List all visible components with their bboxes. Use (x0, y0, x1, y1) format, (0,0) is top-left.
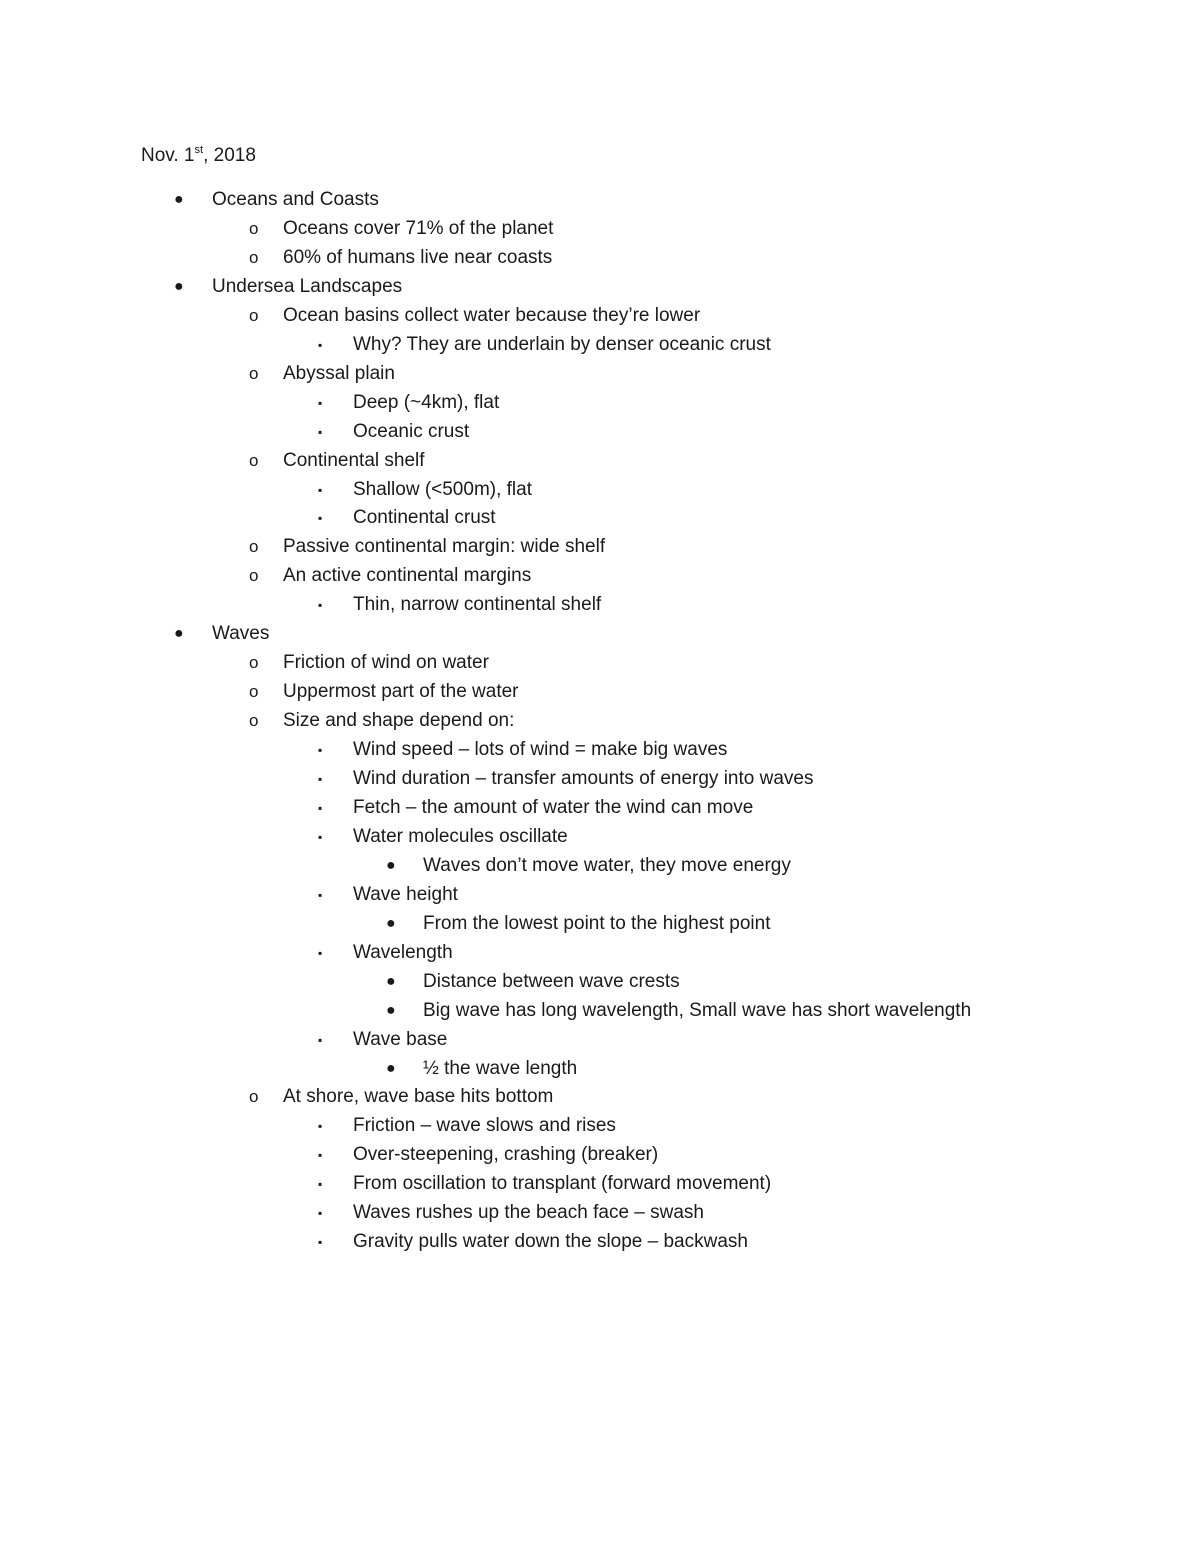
outline-item-text: Deep (~4km), flat (353, 392, 500, 413)
outline-item-level-3 (0, 939, 1200, 967)
outline-item-text: Fetch – the amount of water the wind can move (353, 797, 754, 818)
outline-item-text: At shore, wave base hits bottom (283, 1086, 554, 1107)
square-bullet-icon: ▪ (318, 1177, 323, 1191)
outline-item-text: From the lowest point to the highest point (423, 913, 771, 934)
outline-item-text: Waves (212, 623, 270, 644)
square-bullet-icon: ▪ (318, 1235, 323, 1249)
outline-item-level-3 (0, 418, 1200, 446)
outline-item-level-3 (0, 1170, 1200, 1198)
outline-item-level-2 (0, 244, 1200, 272)
outline-item-level-2 (0, 678, 1200, 706)
square-bullet-icon: ▪ (318, 1206, 323, 1220)
circle-bullet-icon: o (249, 248, 259, 267)
outline-item-level-2 (0, 649, 1200, 677)
outline-item-text: Abyssal plain (283, 363, 395, 384)
outline-item-level-3 (0, 794, 1200, 822)
outline-item-level-4 (0, 910, 1200, 938)
outline-item-level-4 (0, 852, 1200, 880)
outline-item-text: Continental crust (353, 507, 496, 528)
bullet-dot-icon: ● (386, 857, 396, 874)
outline-item-text: Gravity pulls water down the slope – backwash (353, 1231, 748, 1252)
circle-bullet-icon: o (249, 1087, 259, 1106)
outline-item-level-3 (0, 331, 1200, 359)
bullet-dot-icon: ● (174, 625, 184, 642)
outline-item-text: Over-steepening, crashing (breaker) (353, 1144, 659, 1165)
outline-item-text: Oceans and Coasts (212, 189, 379, 210)
outline-item-level-2 (0, 562, 1200, 590)
square-bullet-icon: ▪ (318, 425, 323, 439)
bullet-dot-icon: ● (386, 1060, 396, 1077)
circle-bullet-icon: o (249, 306, 259, 325)
bullet-dot-icon: ● (174, 191, 184, 208)
square-bullet-icon: ▪ (318, 946, 323, 960)
outline-item-text: Shallow (<500m), flat (353, 479, 532, 500)
circle-bullet-icon: o (249, 364, 259, 383)
outline-item-text: Undersea Landscapes (212, 276, 403, 297)
outline-item-level-3 (0, 504, 1200, 532)
outline-item-level-3 (0, 1141, 1200, 1169)
outline-item-text: Wind duration – transfer amounts of energy into waves (353, 768, 814, 789)
outline-item-text: Ocean basins collect water because they’re lower (283, 305, 701, 326)
outline-item-level-3 (0, 476, 1200, 504)
outline-item-level-4 (0, 997, 1200, 1025)
outline-item-level-3 (0, 823, 1200, 851)
square-bullet-icon: ▪ (318, 743, 323, 757)
bullet-dot-icon: ● (386, 915, 396, 932)
bullet-dot-icon: ● (386, 1002, 396, 1019)
outline-item-text: Why? They are underlain by denser oceanic crust (353, 334, 771, 355)
outline-item-text: Uppermost part of the water (283, 681, 519, 702)
outline-item-level-3 (0, 591, 1200, 619)
outline-item-level-2 (0, 1083, 1200, 1111)
circle-bullet-icon: o (249, 682, 259, 701)
outline-item-text: Distance between wave crests (423, 971, 680, 992)
outline-item-text: Wavelength (353, 942, 453, 963)
square-bullet-icon: ▪ (318, 338, 323, 352)
square-bullet-icon: ▪ (318, 1033, 323, 1047)
outline-item-level-2 (0, 215, 1200, 243)
outline-item-level-3 (0, 881, 1200, 909)
outline-item-level-2 (0, 360, 1200, 388)
outline-item-text: Continental shelf (283, 450, 425, 471)
outline-item-level-2 (0, 707, 1200, 735)
square-bullet-icon: ▪ (318, 801, 323, 815)
outline-item-text: Wave base (353, 1029, 448, 1050)
outline-item-level-1 (0, 620, 1200, 648)
square-bullet-icon: ▪ (318, 1119, 323, 1133)
outline-item-level-3 (0, 1026, 1200, 1054)
outline-item-text: Thin, narrow continental shelf (353, 594, 602, 615)
outline-item-text: Passive continental margin: wide shelf (283, 536, 606, 557)
outline-item-text: Water molecules oscillate (353, 826, 568, 847)
bullet-dot-icon: ● (386, 973, 396, 990)
outline-item-level-3 (0, 1228, 1200, 1256)
outline-item-text: Wave height (353, 884, 458, 905)
square-bullet-icon: ▪ (318, 1148, 323, 1162)
square-bullet-icon: ▪ (318, 511, 323, 525)
outline-item-text: Big wave has long wavelength, Small wave has short wavelength (423, 1000, 972, 1021)
date-suffix: , 2018 (203, 145, 256, 166)
circle-bullet-icon: o (249, 537, 259, 556)
outline-item-text: From oscillation to transplant (forward movement) (353, 1173, 772, 1194)
outline-item-text: Wind speed – lots of wind = make big waves (353, 739, 728, 760)
outline-item-level-2 (0, 447, 1200, 475)
square-bullet-icon: ▪ (318, 396, 323, 410)
outline-item-level-3 (0, 736, 1200, 764)
outline-item-level-3 (0, 1199, 1200, 1227)
outline-item-text: 60% of humans live near coasts (283, 247, 553, 268)
circle-bullet-icon: o (249, 653, 259, 672)
outline-item-text: ½ the wave length (423, 1058, 578, 1079)
outline-item-text: An active continental margins (283, 565, 532, 586)
square-bullet-icon: ▪ (318, 483, 323, 497)
outline-item-level-4 (0, 1055, 1200, 1083)
outline-item-text: Size and shape depend on: (283, 710, 515, 731)
note-date (141, 143, 256, 169)
square-bullet-icon: ▪ (318, 598, 323, 612)
circle-bullet-icon: o (249, 219, 259, 238)
square-bullet-icon: ▪ (318, 888, 323, 902)
outline-item-level-1 (0, 273, 1200, 301)
outline-item-text: Waves rushes up the beach face – swash (353, 1202, 704, 1223)
outline-item-text: Waves don’t move water, they move energy (423, 855, 791, 876)
outline-item-level-3 (0, 389, 1200, 417)
outline-item-text: Friction of wind on water (283, 652, 489, 673)
outline-item-text: Oceans cover 71% of the planet (283, 218, 554, 239)
outline-item-level-3 (0, 1112, 1200, 1140)
outline-item-level-2 (0, 533, 1200, 561)
square-bullet-icon: ▪ (318, 772, 323, 786)
circle-bullet-icon: o (249, 566, 259, 585)
circle-bullet-icon: o (249, 451, 259, 470)
outline-item-text: Oceanic crust (353, 421, 470, 442)
date-superscript: st (194, 144, 204, 156)
square-bullet-icon: ▪ (318, 830, 323, 844)
outline-item-level-1 (0, 186, 1200, 214)
outline-item-level-4 (0, 968, 1200, 996)
bullet-dot-icon: ● (174, 278, 184, 295)
date-prefix: Nov. 1 (141, 145, 195, 166)
circle-bullet-icon: o (249, 711, 259, 730)
outline-item-text: Friction – wave slows and rises (353, 1115, 616, 1136)
outline-item-level-2 (0, 302, 1200, 330)
outline-item-level-3 (0, 765, 1200, 793)
